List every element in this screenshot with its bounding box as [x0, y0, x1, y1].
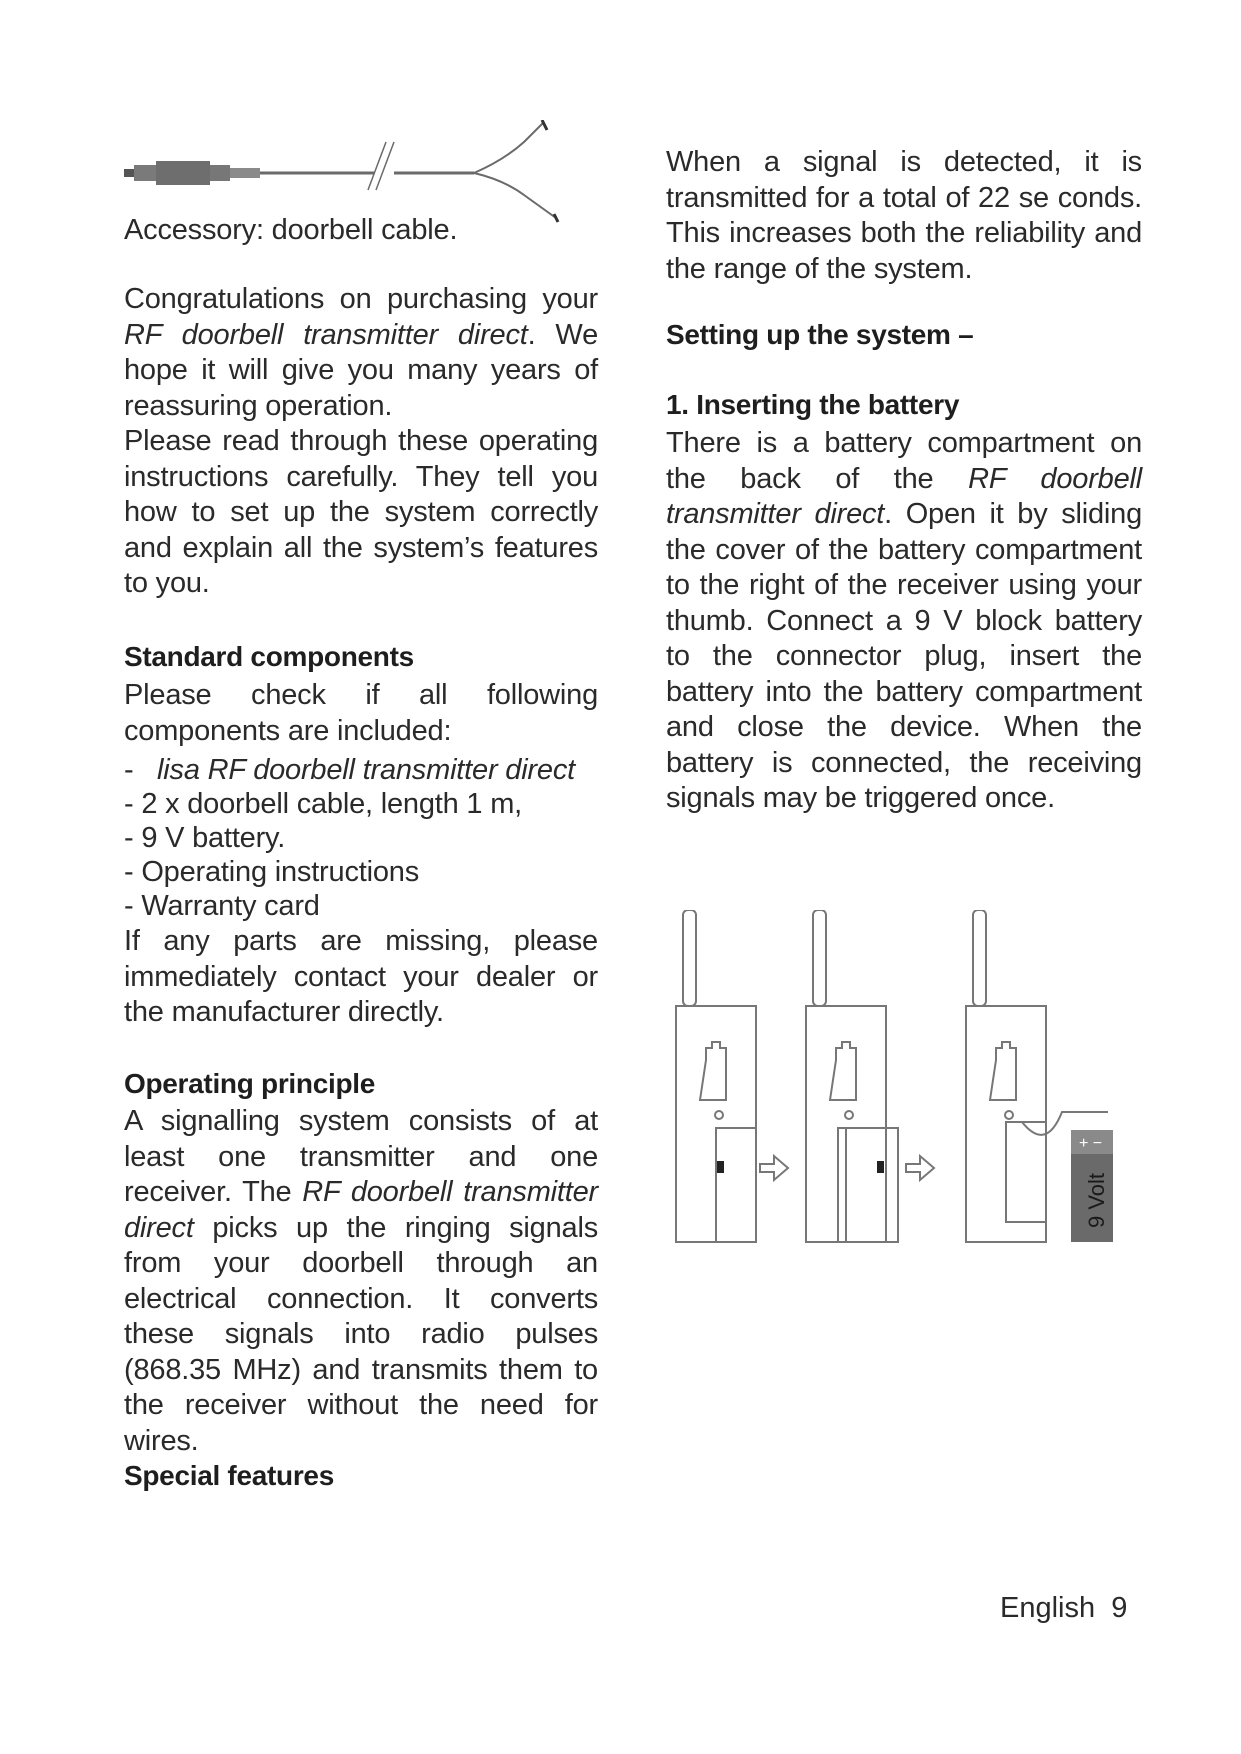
- list-item: - Warranty card: [124, 890, 320, 922]
- battery-label: 9 Volt: [1084, 1172, 1109, 1228]
- intro-text-3: Please read through these operating instructions carefully. They tell you how to set up the system correctly and explain all the system’s features to you.: [124, 425, 598, 599]
- signal-text: When a signal is detected, it is transmitted for a total of 22 se conds. This increases both the reliability and the range of the system.: [666, 146, 1142, 285]
- battery-text: [666, 426, 1142, 817]
- intro-paragraph: [124, 282, 598, 602]
- battery-text-1: There is a battery compartment on the back of the: [666, 427, 1142, 495]
- list-item: - 2 x doorbell cable, length 1 m,: [124, 788, 523, 820]
- battery-insertion-diagram: [666, 910, 1136, 1250]
- list-item: - Operating instructions: [124, 856, 419, 888]
- principle-text-2: picks up the ringing signals from your doorbell through an electrical connection. It converts these signals into radio pulses (868.35 MHz) and transmits them to the receiver without the need for wires.: [124, 1211, 598, 1457]
- page-number: 9: [1111, 1592, 1128, 1624]
- footer-language: English: [1000, 1592, 1096, 1624]
- standard-components-heading: Standard components: [124, 641, 414, 672]
- setup-heading: Setting up the system –: [666, 319, 974, 350]
- special-features-heading: Special features: [124, 1460, 334, 1491]
- operating-principle-text: [124, 1104, 598, 1459]
- battery-product-name: RF doorbell transmitter direct: [666, 462, 1142, 530]
- list-item: - lisa RF doorbell transmitter direct: [124, 754, 575, 786]
- operating-principle-heading: Operating principle: [124, 1068, 376, 1099]
- intro-text-1: Congratulations on purchasing your: [124, 283, 598, 315]
- component-product: lisa RF doorbell transmitter direct: [157, 754, 575, 786]
- svg-text:+ −: + −: [1079, 1135, 1103, 1152]
- battery-heading: 1. Inserting the battery: [666, 389, 960, 420]
- components-list: [124, 753, 598, 923]
- page-footer: [1000, 1592, 1127, 1625]
- battery-text-2: . Open it by sliding the cover of the battery compartment to the right of the receiver using your thumb. Connect a 9 V block battery to the connector plug, insert the battery into the battery compartment and close the device. When the battery is connected, the receiving signals may be triggered once.: [666, 498, 1143, 814]
- cable-caption: Accessory: doorbell cable.: [124, 214, 458, 246]
- principle-text-1: A signalling system consists of at least one transmitter and one receiver. The: [124, 1105, 598, 1208]
- missing-parts-text: If any parts are missing, please immediately contact your dealer or the manufacturer directly.: [124, 925, 598, 1028]
- intro-product-name: RF doorbell transmitter direct: [124, 318, 528, 351]
- list-item: - 9 V battery.: [124, 822, 286, 854]
- intro-text-2: . We hope it will give you many years of reassuring operation.: [124, 318, 598, 422]
- standard-components-text: Please check if all following components are included:: [124, 679, 598, 747]
- principle-product-name: RF doorbell transmitter direct: [124, 1176, 598, 1244]
